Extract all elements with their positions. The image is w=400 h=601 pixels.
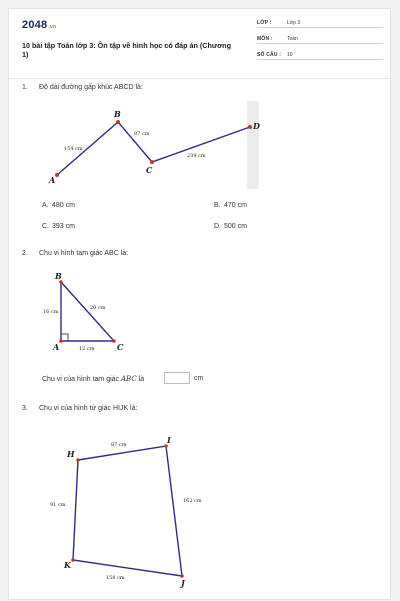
meta-subject: MÔN : Toán bbox=[257, 34, 383, 44]
question-2-fill-text: Chu vi của hình tam giác ABC là bbox=[42, 375, 145, 383]
option-c[interactable]: C. 393 cm bbox=[42, 223, 75, 230]
label-bc-length: 87 cm bbox=[134, 131, 150, 137]
label-ij-length: 162 cm bbox=[183, 498, 202, 504]
label-hi-length: 87 cm bbox=[111, 442, 127, 448]
question-1-figure bbox=[9, 9, 392, 601]
point-a bbox=[55, 173, 59, 177]
answer-input[interactable] bbox=[164, 372, 190, 384]
label-point-b: B bbox=[114, 109, 121, 119]
site-logo[interactable]: 2048.vn bbox=[22, 19, 57, 31]
point-a bbox=[59, 339, 63, 343]
quadrilateral-hijk bbox=[73, 446, 182, 576]
question-2: 2. Chu vi hình tam giác ABC là: bbox=[22, 250, 129, 257]
label-point-h: H bbox=[67, 449, 75, 459]
polyline-abcd bbox=[57, 122, 250, 175]
label-kj-length: 158 cm bbox=[106, 575, 125, 581]
question-3: 3. Chu vi của hình tứ giác HIJK là: bbox=[22, 405, 138, 412]
label-point-a: A bbox=[53, 342, 60, 352]
worksheet-title: 10 bài tập Toán lớp 3: Ôn tập về hình học có đáp án (Chương 1) bbox=[22, 41, 231, 59]
point-h bbox=[76, 458, 80, 462]
label-bc-length: 20 cm bbox=[90, 305, 106, 311]
label-point-k: K bbox=[64, 560, 71, 570]
label-ab-length: 16 cm bbox=[43, 309, 59, 315]
label-ab-length: 154 cm bbox=[64, 146, 83, 152]
label-ac-length: 12 cm bbox=[79, 346, 95, 352]
option-a[interactable]: A. 480 cm bbox=[42, 202, 75, 209]
label-point-c: C bbox=[117, 342, 124, 352]
label-point-d: D bbox=[253, 121, 260, 131]
label-point-a: A bbox=[49, 175, 56, 185]
point-d bbox=[248, 125, 252, 129]
point-c bbox=[150, 160, 154, 164]
point-k bbox=[71, 558, 75, 562]
worksheet-page bbox=[8, 8, 391, 600]
label-point-i: I bbox=[167, 435, 171, 445]
option-b[interactable]: B. 470 cm bbox=[214, 202, 247, 209]
point-b bbox=[116, 120, 120, 124]
question-2-figure bbox=[43, 271, 124, 352]
question-3-figure bbox=[50, 435, 202, 588]
label-cd-length: 239 cm bbox=[187, 153, 206, 159]
point-c bbox=[112, 339, 116, 343]
question-1: 1. Độ dài đường gấp khúc ABCD là: bbox=[22, 84, 143, 91]
meta-grade: LỚP : Lớp 3 bbox=[257, 18, 383, 28]
option-d[interactable]: D. 500 cm bbox=[214, 223, 247, 230]
figure-shade bbox=[247, 101, 259, 189]
answer-unit: cm bbox=[194, 375, 204, 382]
label-point-c: C bbox=[146, 165, 153, 175]
label-point-j: J bbox=[181, 578, 185, 588]
label-point-b: B bbox=[55, 271, 62, 281]
label-hk-length: 91 cm bbox=[50, 502, 66, 508]
meta-question-count: SỐ CÂU : 10 bbox=[257, 50, 383, 60]
triangle-abc bbox=[61, 282, 114, 341]
